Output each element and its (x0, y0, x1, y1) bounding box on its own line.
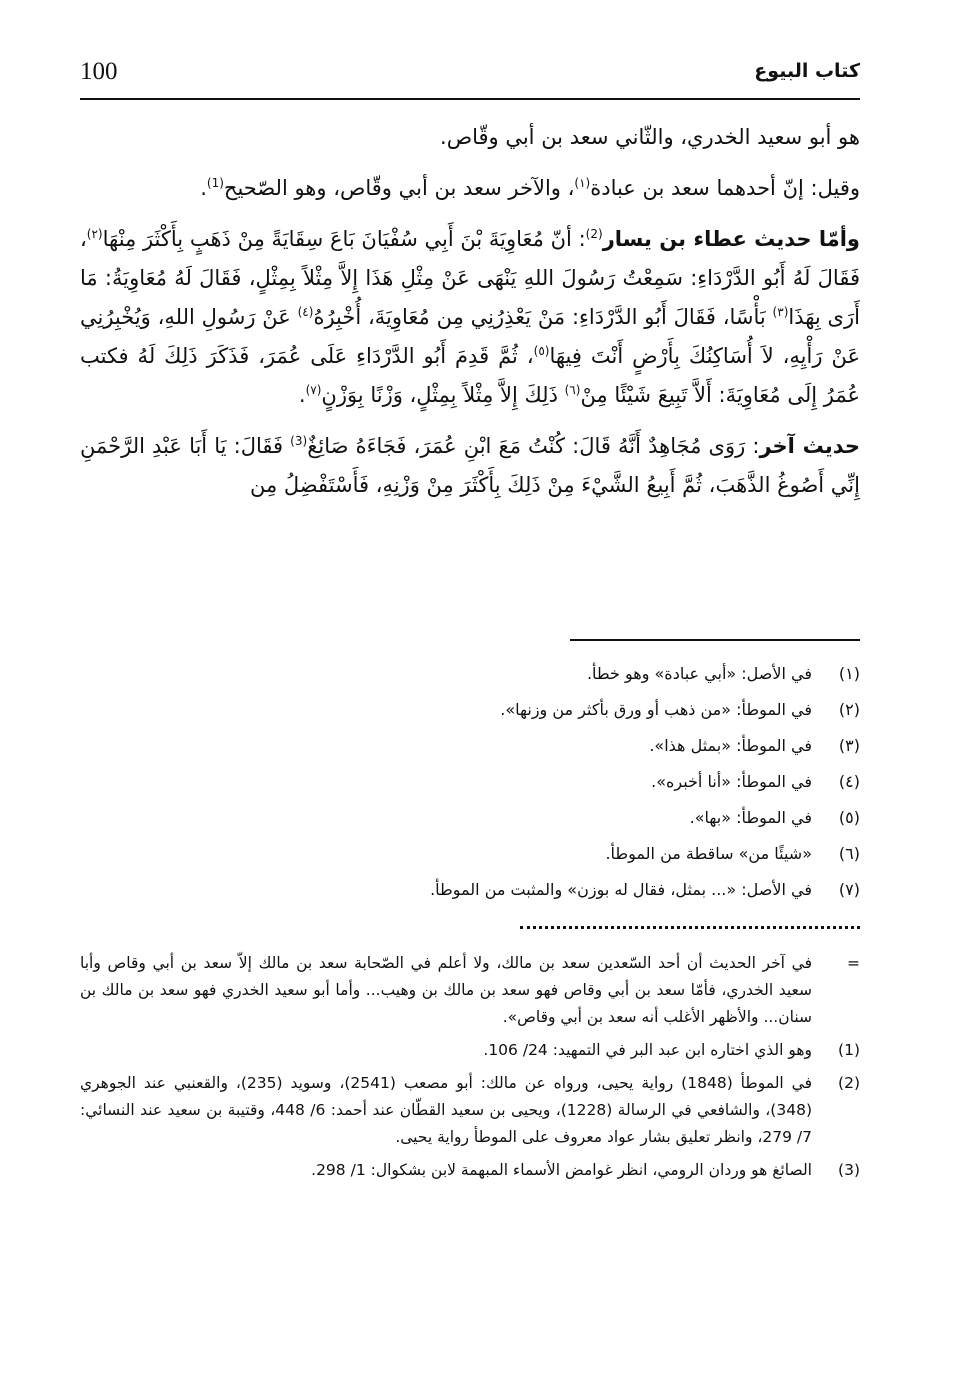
paragraph: هو أبو سعيد الخدري، والثّاني سعد بن أبي وقّاص. (440, 125, 860, 149)
footnote-number: (3) (838, 1161, 860, 1179)
footnote-item (300, 655, 860, 691)
page-number: 100 (80, 58, 118, 85)
page-header (80, 58, 860, 98)
footnote-number: (1) (838, 1041, 860, 1059)
source-footnotes (80, 950, 860, 1190)
footnote-marker: (3) (290, 434, 308, 448)
paragraph: وقيل: إنّ أحدهما سعد بن عبادة$^{(١)}$، والآخر سعد بن أبي وقّاص، وهو الصّحيح$^{(1)}$. (200, 176, 860, 200)
footnote-rule (570, 639, 860, 641)
footnote-item (80, 1157, 860, 1184)
footnote-item (300, 763, 860, 799)
footnote-number: (٦) (838, 843, 860, 863)
footnote-item (300, 691, 860, 727)
footnote-item (300, 835, 860, 871)
footnote-marker: (1) (206, 176, 224, 190)
section-lead: حديث آخر (759, 434, 860, 458)
footnote-text: وهو الذي اختاره ابن عبد البر في التمهيد: 24/ 106. (483, 1041, 812, 1059)
footnote-text: الصائغ هو وردان الرومي، انظر غوامض الأسماء المبهمة لابن بشكوال: 1/ 298. (311, 1161, 812, 1179)
footnote-text: «شيئًا من» ساقطة من الموطأ. (605, 843, 812, 863)
footnote-marker: (٤) (297, 305, 314, 319)
footnote-number: = (847, 954, 860, 972)
footnote-number: (٧) (838, 879, 860, 899)
footnote-item (80, 1037, 860, 1064)
footnote-item (300, 871, 860, 907)
paragraph: وأمّا حديث عطاء بن يسار$^{(2)}$: أنّ مُعَاوِيَةَ بْنَ أَبِي سُفْيَانَ بَاعَ سِقَايَةً مِنْ ذَهَبٍ بِأَكْثَرَ مِنْهَا$^{(٢)}$، فَقَالَ لَهُ أَبُو الدَّرْدَاءِ: سَمِعْتُ رَسُولَ اللهِ يَنْهَى عَنْ مِثْلِ هَذَا إِلاَّ مِثْلاً بِمِثْلٍ، فَقَالَ لَهُ مُعَاوِيَةُ: مَا أَرَى بِهَذَا$^{(٣)}$ بَأْسًا، فَقَالَ أَبُو الدَّرْدَاءِ: مَنْ يَعْذِرُنِي مِن مُعَاوِيَةَ، أُخْبِرُهُ$^{(٤)}$ عَنْ رَسُولِ اللهِ، وَيُخْبِرُنِي عَنْ رَأْيِهِ، لاَ أُسَاكِنُكَ بِأَرْضٍ أَنْتَ فِيهَا$^{(٥)}$، ثُمَّ قَدِمَ أَبُو الدَّرْدَاءِ عَلَى عُمَرَ، فَذَكَرَ ذَلِكَ لَهُ فكتب عُمَرُ إِلَى مُعَاوِيَةَ: أَلاَّ تَبِيعَ شَيْئًا مِنْ$^{(٦)}$ ذَلِكَ إِلاَّ مِثْلاً بِمِثْلٍ، وَزْنًا بِوَزْنٍ$^{(٧)}$. (80, 227, 860, 407)
editor-footnotes (300, 655, 860, 907)
footnote-text: في الأصل: «أبي عبادة» وهو خطأ. (586, 663, 812, 683)
footnote-item (80, 950, 860, 1031)
footnote-text: في آخر الحديث أن أحد السّعدين سعد بن مالك، ولا أعلم في الصّحابة سعد بن مالك إلاّ سعد بن أبي وقاص وأبا سعيد الخدري، فأمّا سعد بن أبي وقاص فهو سعد بن مالك بن وهيب... وأما أبو سعيد الخدري فهو سعد بن مالك بن سنان... والأظهر الأغلب أنه سعد بن أبي وقاص». (80, 954, 812, 1026)
footnote-text: في الموطأ (1848) رواية يحيى، ورواه عن مالك: أبو مصعب (2541)، وسويد (235)، والقعنبي عند الجوهري (348)، والشافعي في الرسالة (1228)، ويحيى بن سعيد القطّان عند أحمد: 6/ 448، وقتيبة بن سعيد عند النسائي: 7/ 279، وانظر تعليق بشار عواد معروف على الموطأ رواية يحيى. (80, 1074, 813, 1146)
footnote-text: في الموطأ: «بها». (689, 807, 812, 827)
running-title: كتاب البيوع (754, 60, 860, 82)
footnote-item (300, 799, 860, 835)
main-text (80, 118, 860, 517)
section-lead: وأمّا حديث عطاء بن يسار (602, 227, 860, 251)
paragraph: حديث آخر: رَوَى مُجَاهِدٌ أَنَّهُ قَالَ: كُنْتُ مَعَ ابْنِ عُمَرَ، فَجَاءَهُ صَائِغٌ$^{(3)}$ فَقَالَ: يَا أَبَا عَبْدِ الرَّحْمَنِ إِنِّي أَصُوغُ الذَّهَبَ، ثُمَّ أَبِيعُ الشَّيْءَ مِنْ ذَلِكَ بِأَكْثَرَ مِنْ وَزْنِهِ، فَأَسْتَفْضِلُ مِن (80, 434, 860, 497)
dotted-separator (520, 926, 860, 929)
footnote-number: (٣) (838, 735, 860, 755)
footnote-item (300, 727, 860, 763)
footnote-text: في الأصل: «... بمثل، فقال له بوزن» والمثبت من الموطأ. (430, 879, 812, 899)
footnote-marker: (٧) (305, 383, 322, 397)
footnote-number: (٢) (838, 699, 860, 719)
footnote-marker: (٢) (86, 227, 103, 241)
footnote-marker: (١) (574, 176, 591, 190)
footnote-number: (٤) (838, 771, 860, 791)
footnote-text: في الموطأ: «من ذهب أو ورق بأكثر من وزنها». (500, 699, 812, 719)
footnote-marker: (٥) (533, 344, 550, 358)
footnote-marker: (2) (585, 227, 603, 241)
footnote-number: (٥) (838, 807, 860, 827)
footnote-text: في الموطأ: «بمثل هذا». (649, 735, 812, 755)
header-rule (80, 98, 860, 100)
footnote-text: في الموطأ: «أنا أخبره». (651, 771, 812, 791)
footnote-number: (2) (838, 1074, 860, 1092)
footnote-number: (١) (838, 663, 860, 683)
footnote-item (80, 1070, 860, 1151)
footnote-marker: (٦) (564, 383, 581, 397)
footnote-marker: (٣) (772, 305, 789, 319)
